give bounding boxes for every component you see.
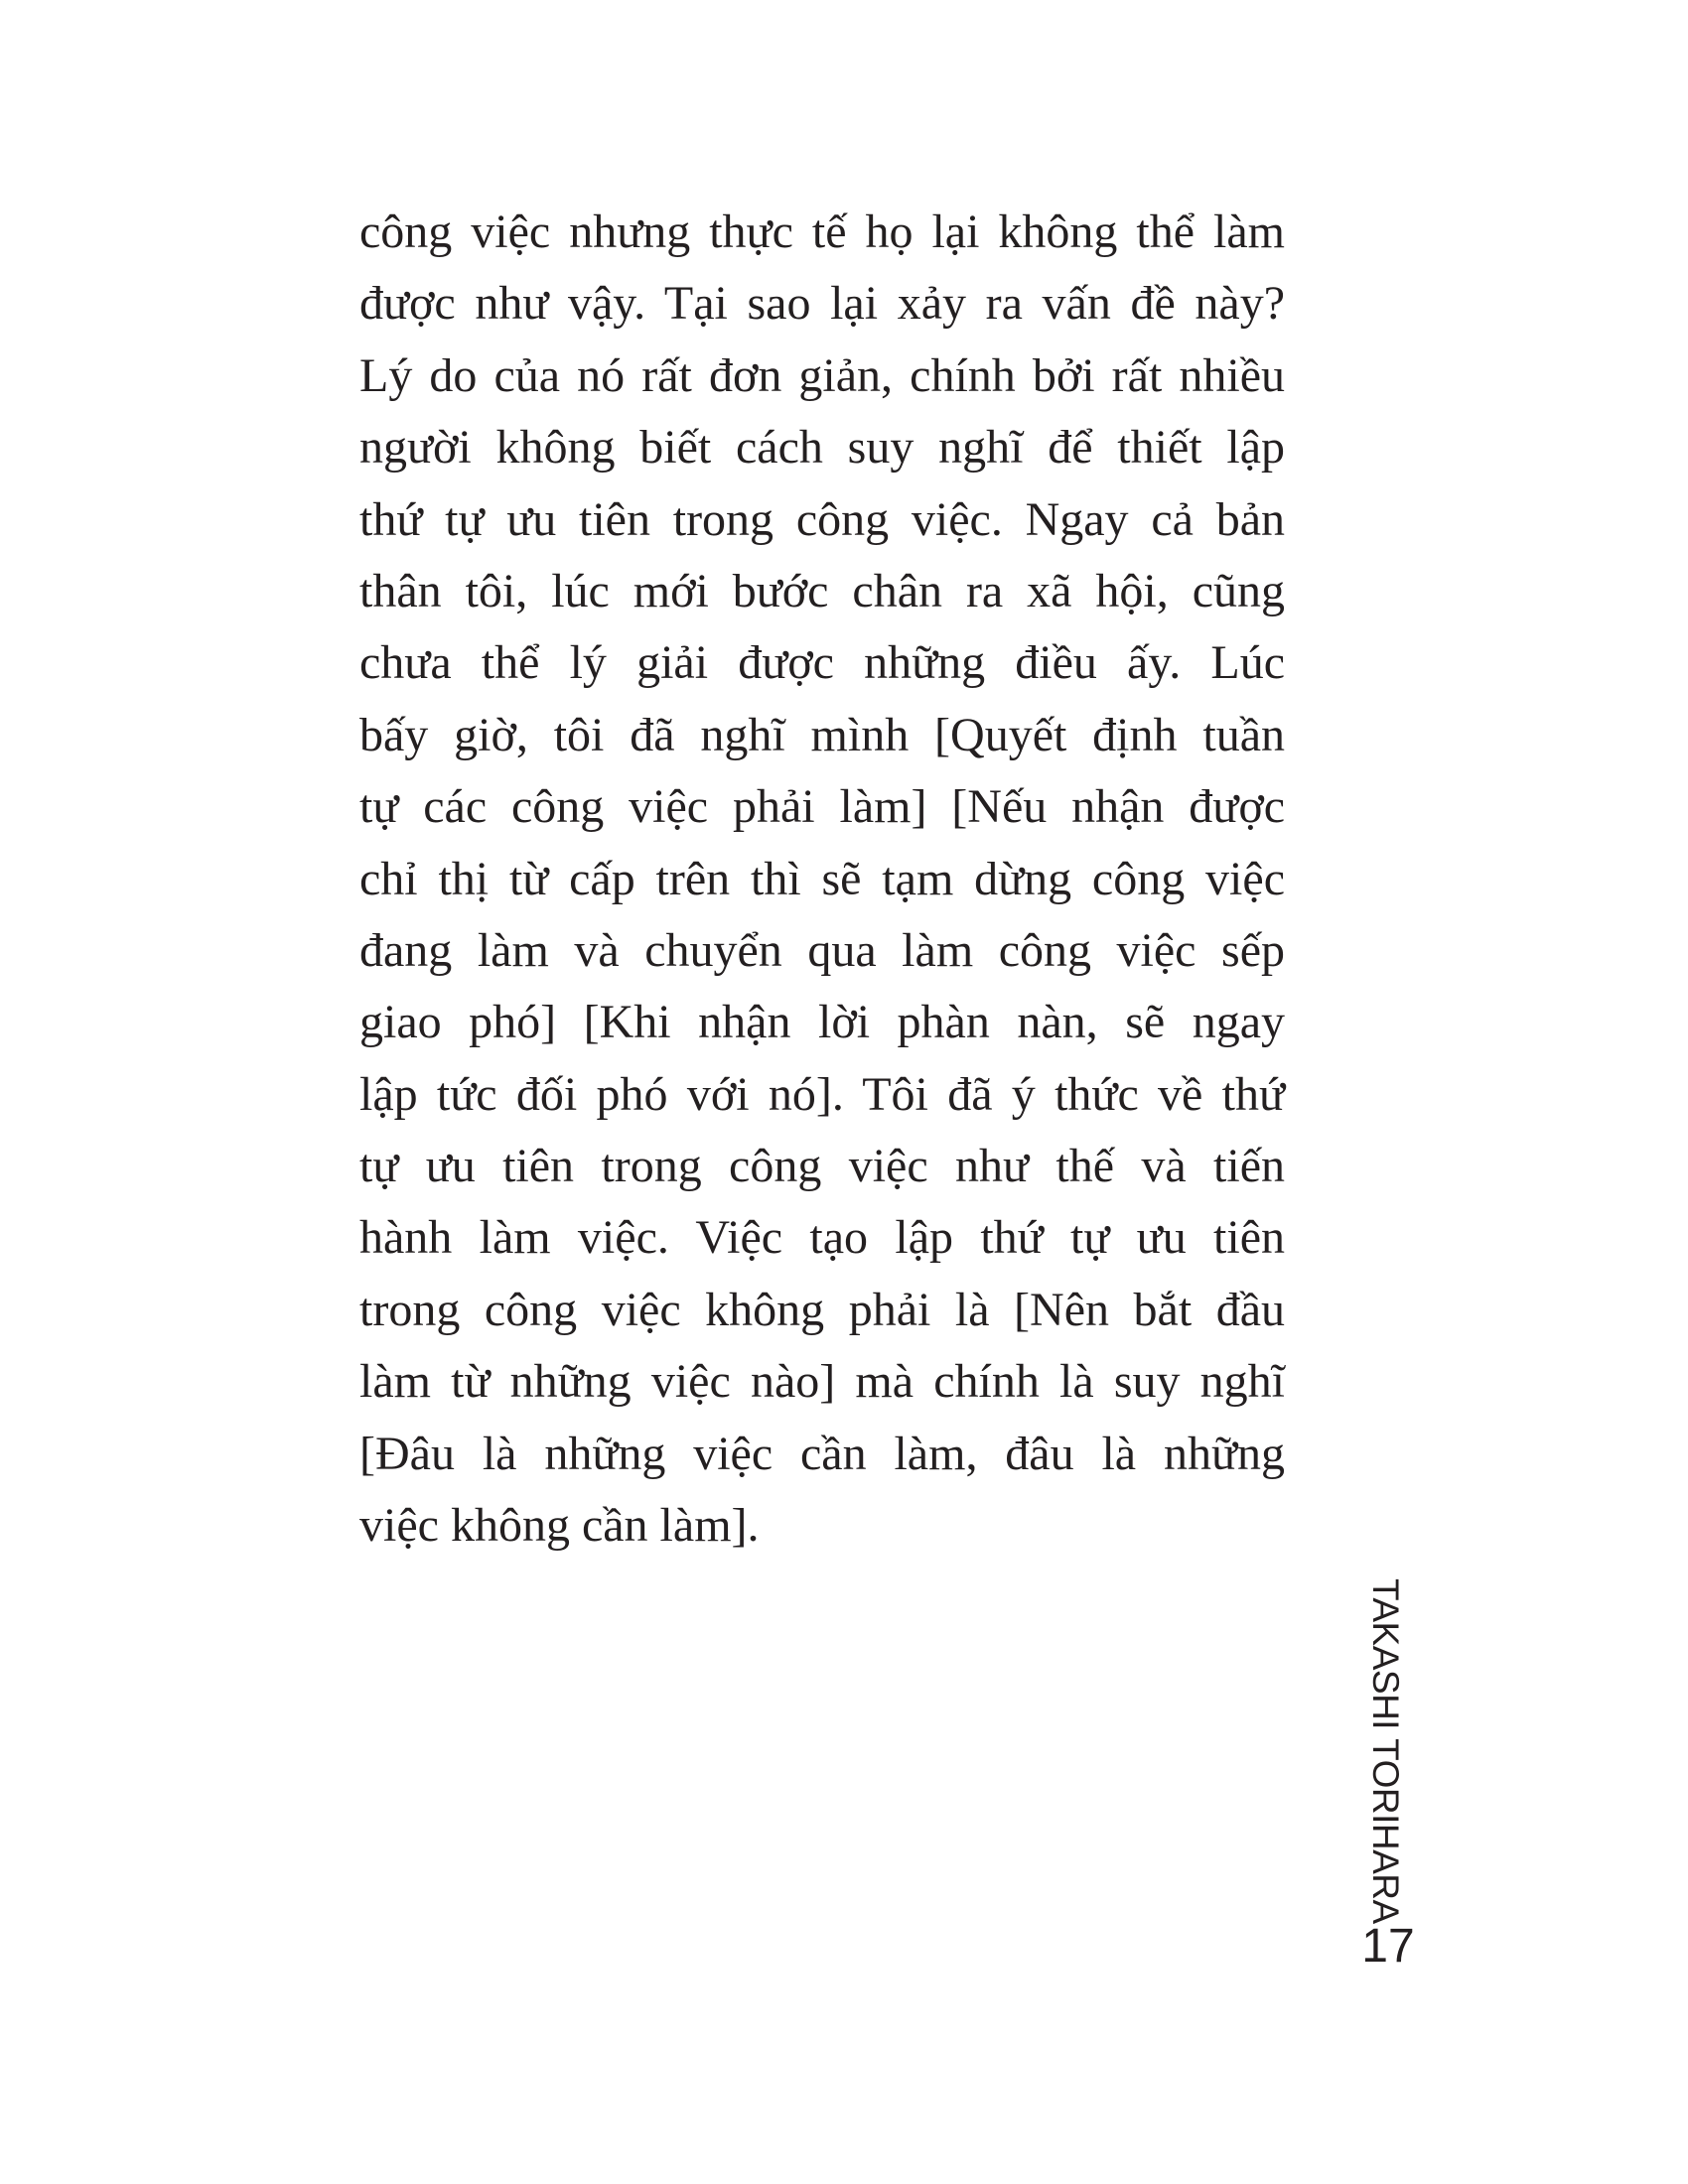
text-line: trong công việc không phải là [Nên bắt đầu bbox=[359, 1283, 1285, 1336]
text-line: chưa thể lý giải được những điều ấy. Lúc bbox=[359, 636, 1285, 690]
text-line: tự các công việc phải làm] [Nếu nhận được bbox=[359, 780, 1285, 834]
text-line: [Đâu là những việc cần làm, đâu là những bbox=[359, 1427, 1285, 1480]
text-line: làm từ những việc nào] mà chính là suy nghĩ bbox=[359, 1355, 1285, 1409]
page-number: 17 bbox=[1361, 1920, 1415, 1973]
text-line: bấy giờ, tôi đã nghĩ mình [Quyết định tuần bbox=[359, 708, 1285, 761]
text-line: giao phó] [Khi nhận lời phàn nàn, sẽ ngay bbox=[359, 996, 1285, 1049]
text-line: thứ tự ưu tiên trong công việc. Ngay cả bản bbox=[359, 492, 1285, 546]
text-line: chỉ thị từ cấp trên thì sẽ tạm dừng công việc bbox=[359, 852, 1285, 905]
text-line: đang làm và chuyển qua làm công việc sếp bbox=[359, 923, 1285, 977]
text-line: hành làm việc. Việc tạo lập thứ tự ưu tiên bbox=[359, 1211, 1285, 1265]
body-paragraph bbox=[359, 197, 1285, 1562]
text-line: tự ưu tiên trong công việc như thế và tiến bbox=[359, 1140, 1285, 1193]
text-line: thân tôi, lúc mới bước chân ra xã hội, cũng bbox=[359, 564, 1285, 617]
text-line: được như vậy. Tại sao lại xảy ra vấn đề này? bbox=[359, 277, 1285, 331]
text-line: Lý do của nó rất đơn giản, chính bởi rất nhiều bbox=[359, 348, 1285, 402]
text-line: lập tức đối phó với nó]. Tôi đã ý thức về thứ bbox=[359, 1067, 1285, 1121]
text-line: công việc nhưng thực tế họ lại không thể làm bbox=[359, 205, 1285, 258]
text-line: người không biết cách suy nghĩ để thiết lập bbox=[359, 421, 1285, 475]
text-line-last: việc không cần làm]. bbox=[359, 1499, 760, 1553]
running-header-author: TAKASHI TORIHARA bbox=[1365, 1578, 1406, 1924]
